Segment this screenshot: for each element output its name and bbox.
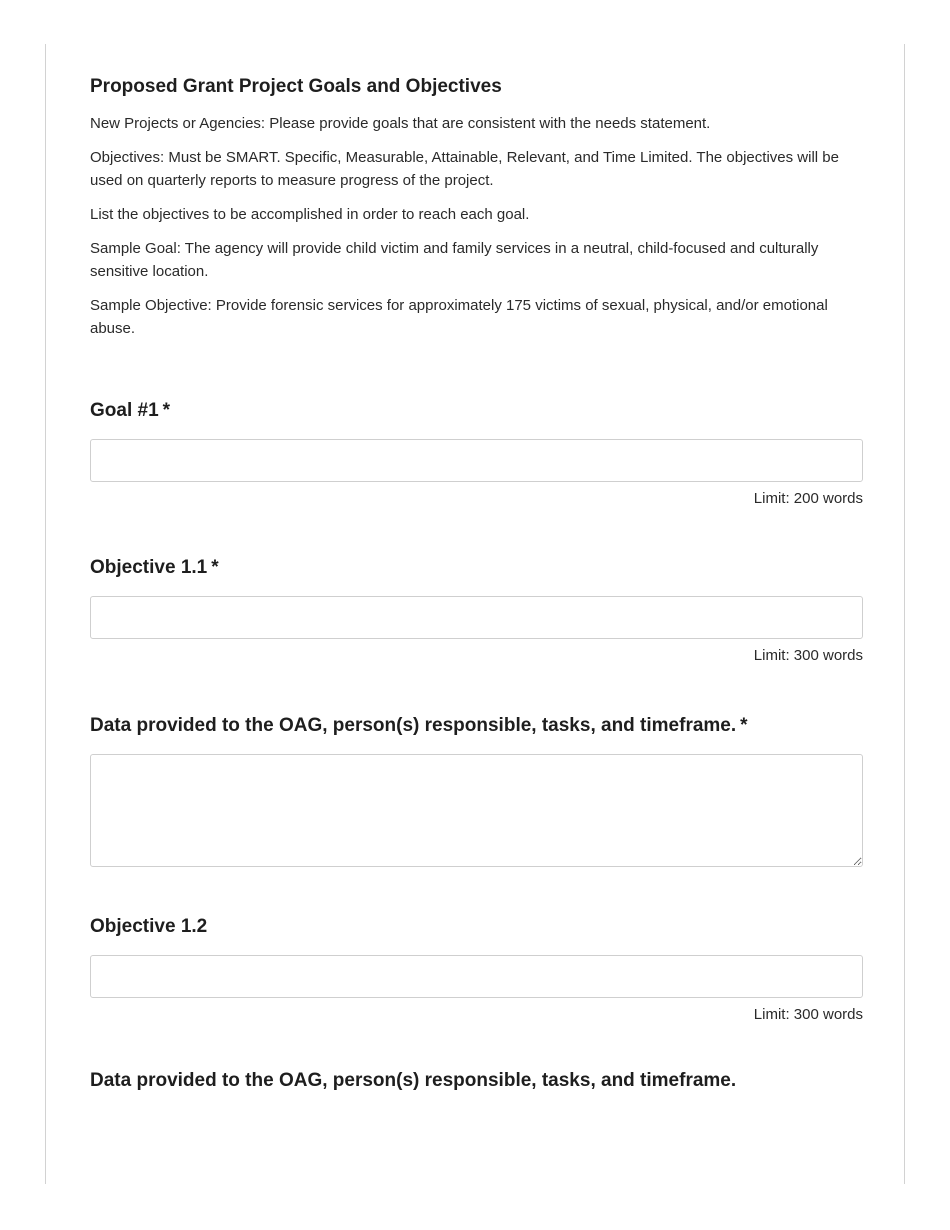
intro-paragraph-sample-goal: Sample Goal: The agency will provide child victim and family services in a neutral, child-focused and culturally sensitive location.	[90, 240, 819, 280]
required-marker: *	[740, 715, 748, 736]
data11-textarea[interactable]	[90, 754, 863, 867]
objective12-word-limit: Limit: 300 words	[753, 1006, 863, 1023]
objective11-input[interactable]	[90, 596, 863, 639]
goal1-input[interactable]	[90, 439, 863, 482]
objective12-label: Objective 1.2	[90, 916, 208, 937]
intro-paragraph-objectives: Objectives: Must be SMART. Specific, Measurable, Attainable, Relevant, and Time Limited. The objectives will be used on quarterly reports to measure progress of the project.	[90, 149, 839, 189]
form-page	[45, 44, 905, 1184]
objective12-field	[90, 914, 863, 1025]
data12-label: Data provided to the OAG, person(s) responsible, tasks, and timeframe.	[90, 1070, 737, 1091]
data11-field	[90, 713, 863, 867]
goal1-label: Goal #1 *	[90, 400, 171, 421]
objective11-field	[90, 555, 863, 666]
data12-field	[90, 1068, 863, 1094]
intro-paragraph-list-objectives: List the objectives to be accomplished in order to reach each goal.	[90, 206, 530, 223]
intro-section	[90, 74, 862, 351]
intro-paragraph-sample-objective: Sample Objective: Provide forensic services for approximately 175 victims of sexual, physical, and/or emotional abuse.	[90, 297, 828, 337]
section-title: Proposed Grant Project Goals and Objectives	[90, 76, 502, 97]
required-marker: *	[162, 400, 171, 421]
intro-paragraph-new-projects: New Projects or Agencies: Please provide goals that are consistent with the needs statement.	[90, 115, 711, 132]
objective12-input[interactable]	[90, 955, 863, 998]
data11-label: Data provided to the OAG, person(s) responsible, tasks, and timeframe. *	[90, 715, 748, 736]
goal1-word-limit: Limit: 200 words	[753, 490, 863, 507]
goal1-field	[90, 398, 863, 509]
objective11-label: Objective 1.1 *	[90, 557, 219, 578]
required-marker: *	[211, 557, 219, 578]
objective11-word-limit: Limit: 300 words	[753, 647, 863, 664]
